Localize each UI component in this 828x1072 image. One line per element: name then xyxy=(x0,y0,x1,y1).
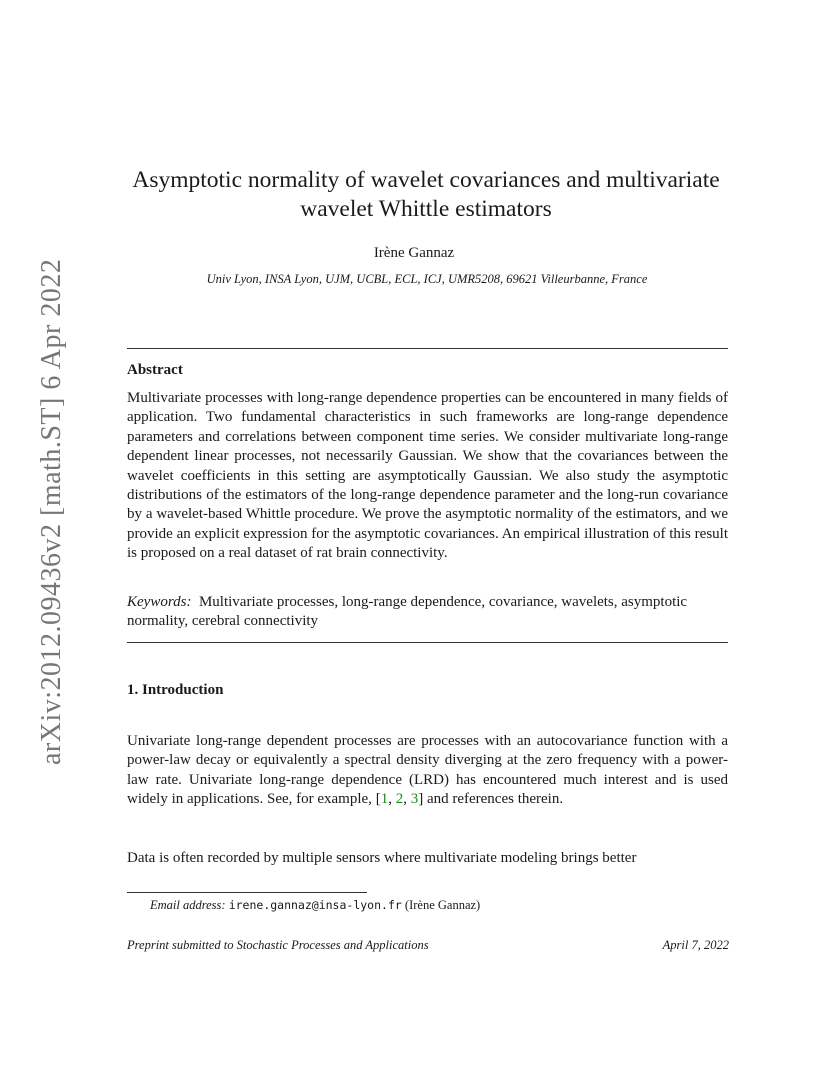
author-name: Irène Gannaz xyxy=(373,245,455,261)
keywords-label: Keywords: xyxy=(127,594,192,610)
footer-journal: Preprint submitted to Stochastic Processes and Applications xyxy=(127,938,429,952)
citation-link-1[interactable]: 1 xyxy=(380,791,389,808)
footer-date: April 7, 2022 xyxy=(662,938,729,952)
keywords-list: Multivariate processes, long-range dependence, covariance, wavelets, asymptotic normality, cerebral connectivity xyxy=(127,594,688,630)
author-affiliation: Univ Lyon, INSA Lyon, UJM, UCBL, ECL, ICJ, UMR5208, 69621 Villeurbanne, France xyxy=(206,272,648,286)
abstract-bottom-rule xyxy=(127,642,728,643)
abstract-heading: Abstract xyxy=(127,362,183,378)
email-label: Email address: xyxy=(150,898,226,912)
footnote-email xyxy=(150,898,480,913)
keywords xyxy=(127,593,728,632)
section-heading-introduction: 1. Introduction xyxy=(127,682,224,698)
footnote-rule xyxy=(127,892,367,893)
intro-paragraph-1: Univariate long-range dependent processes are processes with an autocovariance function with a power-law decay or equivalently a spectral density diverging at the zero frequency with a power-law rate. Univariate long-range dependence (LRD) has encountered much interest and is used widely in applications. See, for example, [1, 2, 3] and references therein. xyxy=(127,733,728,808)
paper-title: Asymptotic normality of wavelet covariances and multivariate wavelet Whittle estimators xyxy=(132,167,720,222)
abstract-top-rule xyxy=(127,348,728,349)
email-owner: (Irène Gannaz) xyxy=(404,898,481,912)
abstract-body: Multivariate processes with long-range dependence properties can be encountered in many fields of application. Two fundamental characteristics in such frameworks are long-range dependence parameters and correlations between component time series. We consider multivariate long-range dependent linear processes, not necessarily Gaussian. We show that the covariances between the wavelet coefficients in this setting are asymptotically Gaussian. We also study the asymptotic distributions of the estimators of the long-range dependence parameter and the long-run covariance by a wavelet-based Whittle procedure. We prove the asymptotic normality of the estimators, and we provide an explicit expression for the asymptotic covariances. An empirical illustration of this result is proposed on a real dataset of rat brain connectivity. xyxy=(127,390,728,562)
intro-paragraph-1-end: and references therein. xyxy=(423,791,564,808)
arxiv-identifier: arXiv:2012.09436v2 [math.ST] 6 Apr 2022 xyxy=(36,258,67,765)
citation-link-2[interactable]: 2 xyxy=(395,791,404,808)
intro-paragraph-1-text: Univariate long-range dependent processes are processes with an autocovariance function with a power-law decay or equivalently a spectral density diverging at the zero frequency with a power-law rate. Univariate long-range dependence (LRD) has encountered much interest and is used widely in applications. See, for example, xyxy=(127,733,728,808)
intro-paragraph-2: Data is often recorded by multiple sensors where multivariate modeling brings better xyxy=(127,850,637,866)
email-address[interactable]: irene.gannaz@insa-lyon.fr xyxy=(228,898,402,912)
citation-link-3[interactable]: 3 xyxy=(410,791,419,808)
